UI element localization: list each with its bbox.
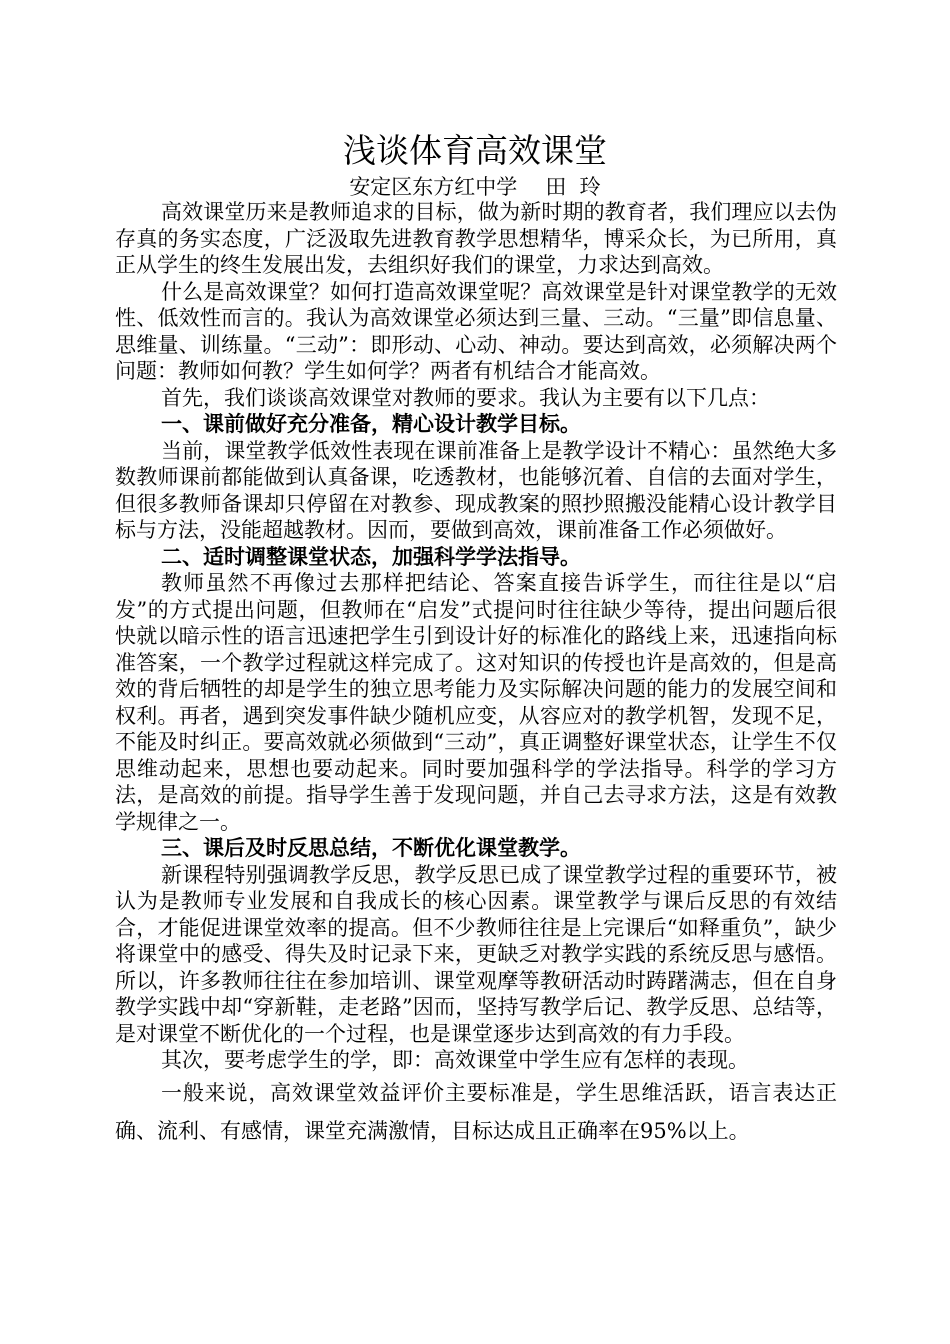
paragraph-section-2: 教师虽然不再像过去那样把结论、答案直接告诉学生，而往往是以“启发”的方式提出问题，但教师在“启发”式提问时往往缺少等待，提出问题后很快就以暗示性的语言迅速把学生引到设计好的标准化的路线上来，迅速指向标准答案，一个教学过程就这样完成了。这对知识的传授也许是高效的，但是高效的背后牺牲的却是学生的独立思考能力及实际解决问题的能力的发展空间和权利。再者，遇到突发事件缺少随机应变，从容应对的教学机智，发现不足，不能及时纠正。要高效就必须做到“三动”，真正调整好课堂状态，让学生不仅思维动起来，思想也要动起来。同时要加强科学的学法指导。科学的学习方法，是高效的前提。指导学生善于发现问题，并自己去寻求方法，这是有效教学规律之一。 [115,571,837,834]
author-school: 安定区东方红中学 [349,175,518,199]
section-heading-3: 三、课后及时反思总结，不断优化课堂教学。 [161,835,581,860]
paragraph-teacher-requirements: 首先，我们谈谈高效课堂对教师的要求。我认为主要有以下几点： [161,385,770,410]
paragraph-evaluation: 一般来说，高效课堂效益评价主要标准是，学生思维活跃，语言表达正确、流利、有感情，课堂充满激情，目标达成且正确率在95%以上。 [115,1080,837,1143]
paragraph-definition: 什么是高效课堂？如何打造高效课堂呢？高效课堂是针对课堂教学的无效性、低效性而言的。我认为高效课堂必须达到三量、三动。“三量”即信息量、思维量、训练量。“三动”：即形动、心动、神动。要达到高效，必须解决两个问题：教师如何教？学生如何学？两者有机结合才能高效。 [115,279,837,383]
paragraph-section-3: 新课程特别强调教学反思，教学反思已成了课堂教学过程的重要环节，被认为是教师专业发展和自我成长的核心因素。课堂教学与课后反思的有效结合，才能促进课堂效率的提高。但不少教师往往是上完课后“如释重负”，缺少将课堂中的感受、得失及时记录下来，更缺乏对教学实践的系统反思与感悟。所以，许多教师往往在参加培训、课堂观摩等教研活动时踌躇满志，但在自身教学实践中却“穿新鞋，走老路”因而，坚持写教学后记、教学反思、总结等，是对课堂不断优化的一个过程，也是课堂逐步达到高效的有力手段。 [115,862,837,1046]
paragraph-student: 其次，要考虑学生的学，即：高效课堂中学生应有怎样的表现。 [161,1048,749,1072]
paragraph-section-1: 当前，课堂教学低效性表现在课前准备上是教学设计不精心：虽然绝大多数教师课前都能做到认真备课，吃透教材，也能够沉着、自信的去面对学生，但很多教师备课却只停留在对教参、现成教案的照抄照搬没能精心设计教学目标与方法，没能超越教材。因而，要做到高效，课前准备工作必须做好。 [115,438,837,542]
document-body [115,199,837,1150]
author-line [0,174,950,200]
section-heading-2: 二、适时调整课堂状态，加强科学学法指导。 [161,543,581,569]
author-name: 田 玲 [545,175,601,199]
paragraph-intro: 高效课堂历来是教师追求的目标，做为新时期的教育者，我们理应以去伪存真的务实态度，广泛汲取先进教育教学思想精华，博采众长，为已所用，真正从学生的终生发展出发，去组织好我们的课堂，力求达到高效。 [115,200,837,277]
section-heading-1: 一、课前做好充分准备，精心设计教学目标。 [161,411,581,436]
document-title: 浅谈体育高效课堂 [343,131,607,170]
